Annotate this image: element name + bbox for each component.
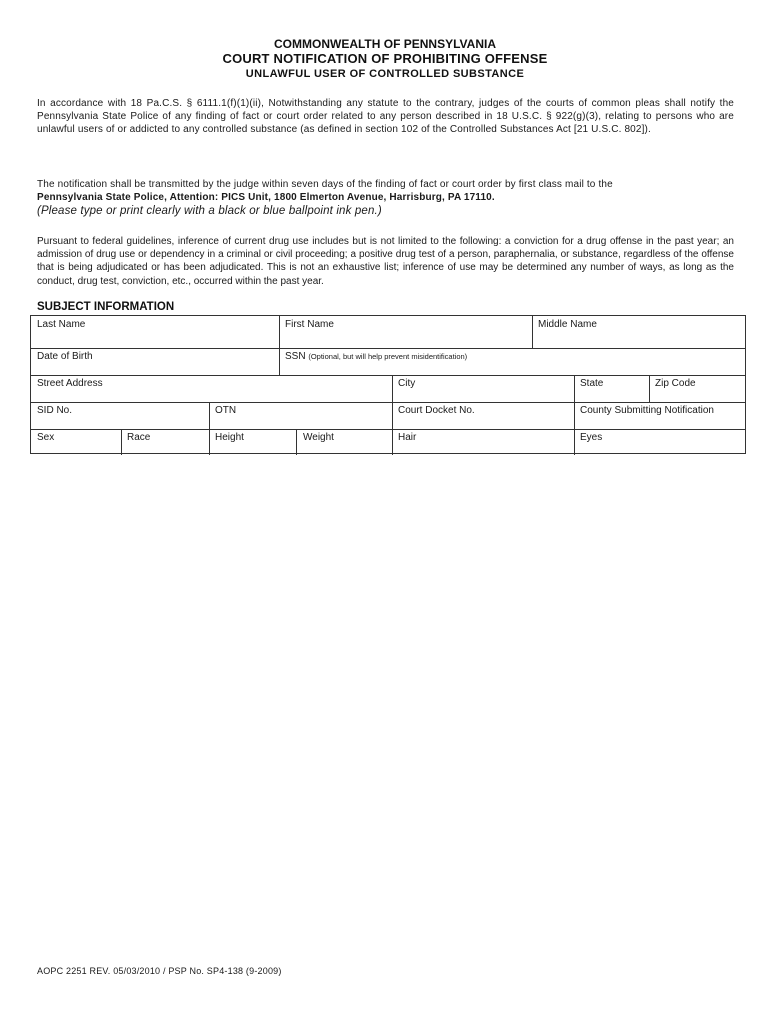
mailing-address: Pennsylvania State Police, Attention: PICS Unit, 1800 Elmerton Avenue, Harrisburg, PA 17110.: [37, 192, 495, 204]
ssn-label: SSN: [285, 351, 306, 362]
col-divider: [209, 402, 210, 429]
weight-field[interactable]: Weight: [303, 432, 334, 443]
street-address-field[interactable]: Street Address: [37, 378, 103, 389]
col-divider: [574, 402, 575, 429]
sid-number-field[interactable]: SID No.: [37, 405, 73, 416]
header-commonwealth: COMMONWEALTH OF PENNSYLVANIA: [274, 37, 496, 51]
form-footer-id: AOPC 2251 REV. 05/03/2010 / PSP No. SP4-138 (9-2009): [37, 966, 282, 976]
hair-field[interactable]: Hair: [398, 432, 417, 443]
transmission-paragraph: [37, 178, 734, 219]
date-of-birth-field[interactable]: Date of Birth: [37, 351, 93, 362]
col-divider: [574, 375, 575, 402]
state-field[interactable]: State: [580, 378, 604, 389]
height-field[interactable]: Height: [215, 432, 244, 443]
row-divider: [31, 429, 745, 430]
statute-paragraph: In accordance with 18 Pa.C.S. § 6111.1(f)(1)(ii), Notwithstanding any statute to the contrary, judges of the courts of common pleas shall notify the Pennsylvania State Police of any finding of fact or court order related to any person described in 18 U.S.C. § 922(g)(3), relating to persons who are unlawful users of or addicted to any controlled substance (as defined in section 102 of the Controlled Substances Act [21 U.S.C. 802]).: [37, 98, 734, 136]
row-divider: [31, 348, 745, 349]
row-divider: [31, 375, 745, 376]
form-title: COURT NOTIFICATION OF PROHIBITING OFFENSE: [222, 51, 548, 66]
subject-information-grid: [30, 315, 746, 454]
col-divider: [392, 429, 393, 455]
sex-field[interactable]: Sex: [37, 432, 55, 443]
col-divider: [392, 402, 393, 429]
subject-information-heading: SUBJECT INFORMATION: [37, 301, 175, 313]
city-field[interactable]: City: [398, 378, 416, 389]
col-divider: [574, 429, 575, 455]
transmission-text: The notification shall be transmitted by the judge within seven days of the finding of fact or court order by first class mail to the: [37, 179, 613, 190]
middle-name-field[interactable]: Middle Name: [538, 319, 597, 330]
col-divider: [279, 316, 280, 348]
otn-field[interactable]: OTN: [215, 405, 237, 416]
ssn-field[interactable]: [285, 351, 467, 362]
first-name-field[interactable]: First Name: [285, 319, 334, 330]
row-divider: [31, 402, 745, 403]
col-divider: [209, 429, 210, 455]
col-divider: [121, 429, 122, 455]
col-divider: [296, 429, 297, 455]
race-field[interactable]: Race: [127, 432, 151, 443]
zip-code-field[interactable]: Zip Code: [655, 378, 696, 389]
ink-instruction: (Please type or print clearly with a black or blue ballpoint ink pen.): [37, 205, 382, 218]
ssn-note: (Optional, but will help prevent misidentification): [308, 352, 468, 361]
county-submitting-field[interactable]: County Submitting Notification: [580, 405, 714, 416]
col-divider: [279, 348, 280, 375]
eyes-field[interactable]: Eyes: [580, 432, 603, 443]
col-divider: [532, 316, 533, 348]
last-name-field[interactable]: Last Name: [37, 319, 86, 330]
court-docket-field[interactable]: Court Docket No.: [398, 405, 475, 416]
col-divider: [649, 375, 650, 402]
form-subtitle: UNLAWFUL USER OF CONTROLLED SUBSTANCE: [245, 68, 525, 80]
federal-guidelines-paragraph: Pursuant to federal guidelines, inference of current drug use includes but is not limited to the following: a conviction for a drug offense in the past year; an admission of drug use or dependency in a criminal or civil proceeding; a positive drug test of a person, paraphernalia, or substance, regardless of the offense that is being adjudicated or has been adjudicated. This is not an exhaustive list; inference of use may be determined any number of ways, as long as the conduct, drug test, conviction, etc., occurred within the past year.: [37, 236, 734, 287]
col-divider: [392, 375, 393, 402]
